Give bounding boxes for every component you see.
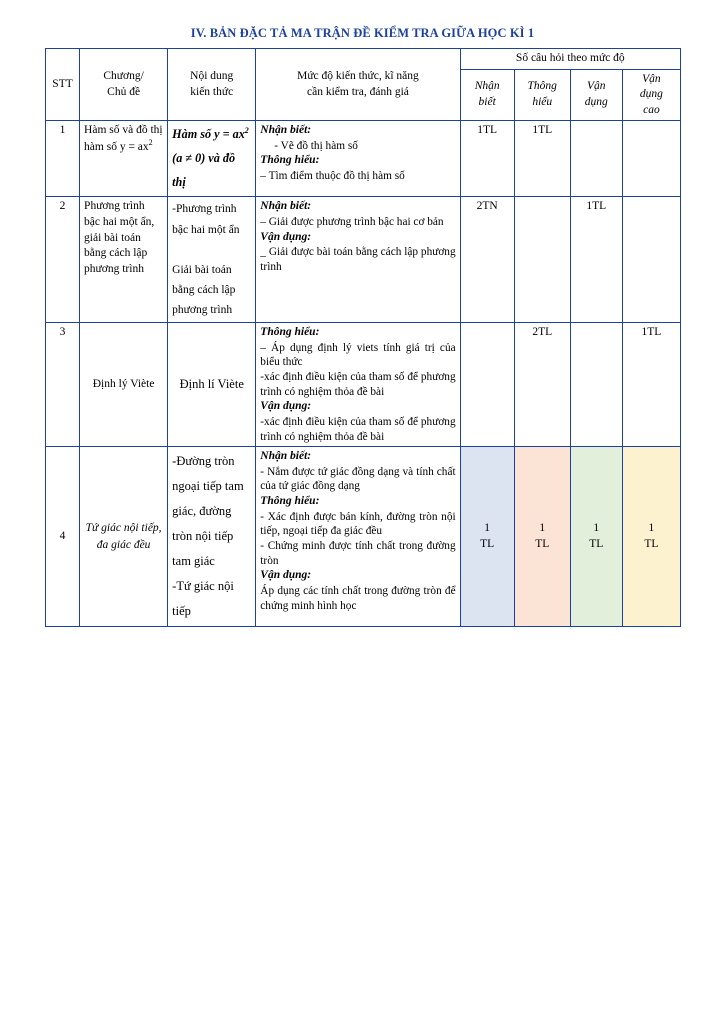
row-stt: 2 — [46, 197, 80, 323]
header-socauhoi: Số câu hỏi theo mức độ — [460, 49, 680, 70]
row-noidung-part1: -Phương trình bậc hai một ẩn — [172, 203, 240, 236]
count-nhanbiet: 1TL — [460, 121, 514, 197]
item-nhanbiet: – Giải được phương trình bậc hai cơ bản — [260, 215, 444, 228]
label-vandung: Vận dụng: — [260, 230, 312, 243]
header-vandungcao: Vận dụng cao — [622, 69, 680, 121]
label-nhanbiet: Nhận biết: — [260, 450, 312, 463]
count-vandung — [570, 121, 622, 197]
item-nhanbiet: - Vẽ đồ thị hàm số — [274, 139, 358, 152]
item-vandung: _ Giải được bài toán bằng cách lập phương trình — [260, 246, 456, 273]
header-vandung: Vận dụng — [570, 69, 622, 121]
row-mucdo — [256, 197, 460, 323]
table-body — [46, 121, 681, 627]
table-row — [46, 323, 681, 447]
page-title: IV. BẢN ĐẶC TẢ MA TRẬN ĐỀ KIỂM TRA GIỮA HỌC KÌ 1 — [190, 26, 535, 40]
count-thonghieu: 2TL — [514, 323, 570, 447]
row-chuong-text: Hàm số và đồ thị hàm số $y = ax^2$ — [84, 124, 163, 154]
row-noidung-part1: -Đường tròn ngoại tiếp tam giác, đường tròn nội tiếp tam giác — [172, 454, 244, 569]
count-nhanbiet — [460, 323, 514, 447]
count-nhanbiet-num: 1 — [484, 522, 491, 535]
header-stt-label: STT — [52, 77, 73, 90]
row-noidung-part2: -Tứ giác nội tiếp — [172, 579, 234, 619]
count-vandung: 1TL — [570, 197, 622, 323]
count-thonghieu — [514, 197, 570, 323]
count-vandung-num: 1 — [593, 522, 600, 535]
count-vandung — [570, 447, 622, 627]
item-vandung: -xác định điều kiện của tham số để phương trình có nghiệm thỏa đề bài — [260, 415, 456, 443]
item-nhanbiet: - Nắm được tứ giác đồng dạng và tính chất của tứ giác đồng dạng — [260, 465, 456, 493]
count-thonghieu: 1TL — [514, 121, 570, 197]
count-thonghieu — [514, 447, 570, 627]
count-thonghieu-num: 1 — [539, 522, 546, 535]
count-vandungcao: 1TL — [622, 323, 680, 447]
count-nhanbiet — [460, 447, 514, 627]
count-vandung — [570, 323, 622, 447]
item-thonghieu-2: -xác định điều kiện của tham số để phương trình có nghiệm thỏa đề bài — [260, 371, 456, 398]
spec-matrix-table — [45, 48, 681, 627]
header-stt — [46, 49, 80, 121]
item-thonghieu: – Tìm điểm thuộc đồ thị hàm số — [260, 169, 405, 182]
row-stt: 3 — [46, 323, 80, 447]
count-thonghieu-unit: TL — [535, 537, 550, 550]
label-vandung: Vận dụng: — [260, 569, 312, 582]
item-thonghieu-1: – Áp dụng định lý viets tính giá trị của biểu thức — [260, 341, 456, 369]
row-chuong: Định lý Viète — [80, 323, 168, 447]
exponent: 2 — [244, 126, 249, 136]
header-mucdo: Mức độ kiến thức, kĩ năng cần kiểm tra, đánh giá — [256, 49, 460, 121]
label-nhanbiet: Nhận biết: — [260, 124, 312, 137]
header-row-1 — [46, 49, 681, 70]
table-row — [46, 447, 681, 627]
item-vandung: Áp dụng các tính chất trong đường tròn để chứng minh hình học — [260, 584, 456, 612]
row-mucdo — [256, 323, 460, 447]
header-thonghieu: Thông hiểu — [514, 69, 570, 121]
count-vandungcao — [622, 447, 680, 627]
row-chuong — [80, 121, 168, 197]
count-vandungcao-unit: TL — [644, 537, 659, 550]
label-thonghieu: Thông hiểu: — [260, 326, 320, 339]
row-mucdo — [256, 121, 460, 197]
count-nhanbiet-unit: TL — [480, 537, 495, 550]
table-row — [46, 197, 681, 323]
label-thonghieu: Thông hiểu: — [260, 495, 320, 508]
count-nhanbiet: 2TN — [460, 197, 514, 323]
row-noidung-text: Hàm số $y = ax^2$ (a ≠ 0) và đồ thị — [172, 126, 249, 189]
row-noidung — [168, 121, 256, 197]
label-vandung: Vận dụng: — [260, 400, 312, 413]
exponent: 2 — [148, 138, 153, 148]
count-vandungcao-num: 1 — [648, 522, 655, 535]
row-chuong: Tứ giác nội tiếp, đa giác đều — [80, 447, 168, 627]
row-noidung — [168, 197, 256, 323]
table-row — [46, 121, 681, 197]
table-header — [46, 49, 681, 121]
count-vandungcao — [622, 197, 680, 323]
item-thonghieu-1: - Xác định được bán kính, đường tròn nội tiếp, ngoại tiếp đa giác đều — [260, 510, 456, 538]
item-thonghieu-2: - Chứng minh được tính chất trong đường tròn — [260, 540, 456, 567]
row-noidung-part2: Giải bài toán bằng cách lập phương trình — [172, 263, 236, 317]
row-noidung — [168, 447, 256, 627]
header-noidung: Nội dung kiến thức — [168, 49, 256, 121]
header-nhanbiet: Nhận biết — [460, 69, 514, 121]
row-noidung-text: Định lí Viète — [179, 377, 244, 392]
count-vandungcao — [622, 121, 680, 197]
header-chuong: Chương/ Chủ đề — [80, 49, 168, 121]
count-vandung-unit: TL — [589, 537, 604, 550]
row-noidung — [168, 323, 256, 447]
label-nhanbiet: Nhận biết: — [260, 200, 312, 213]
row-stt: 1 — [46, 121, 80, 197]
row-stt: 4 — [46, 447, 80, 627]
row-mucdo — [256, 447, 460, 627]
row-chuong: Phương trình bậc hai một ẩn, giải bài toán bằng cách lập phương trình — [80, 197, 168, 323]
label-thonghieu: Thông hiểu: — [260, 154, 320, 167]
